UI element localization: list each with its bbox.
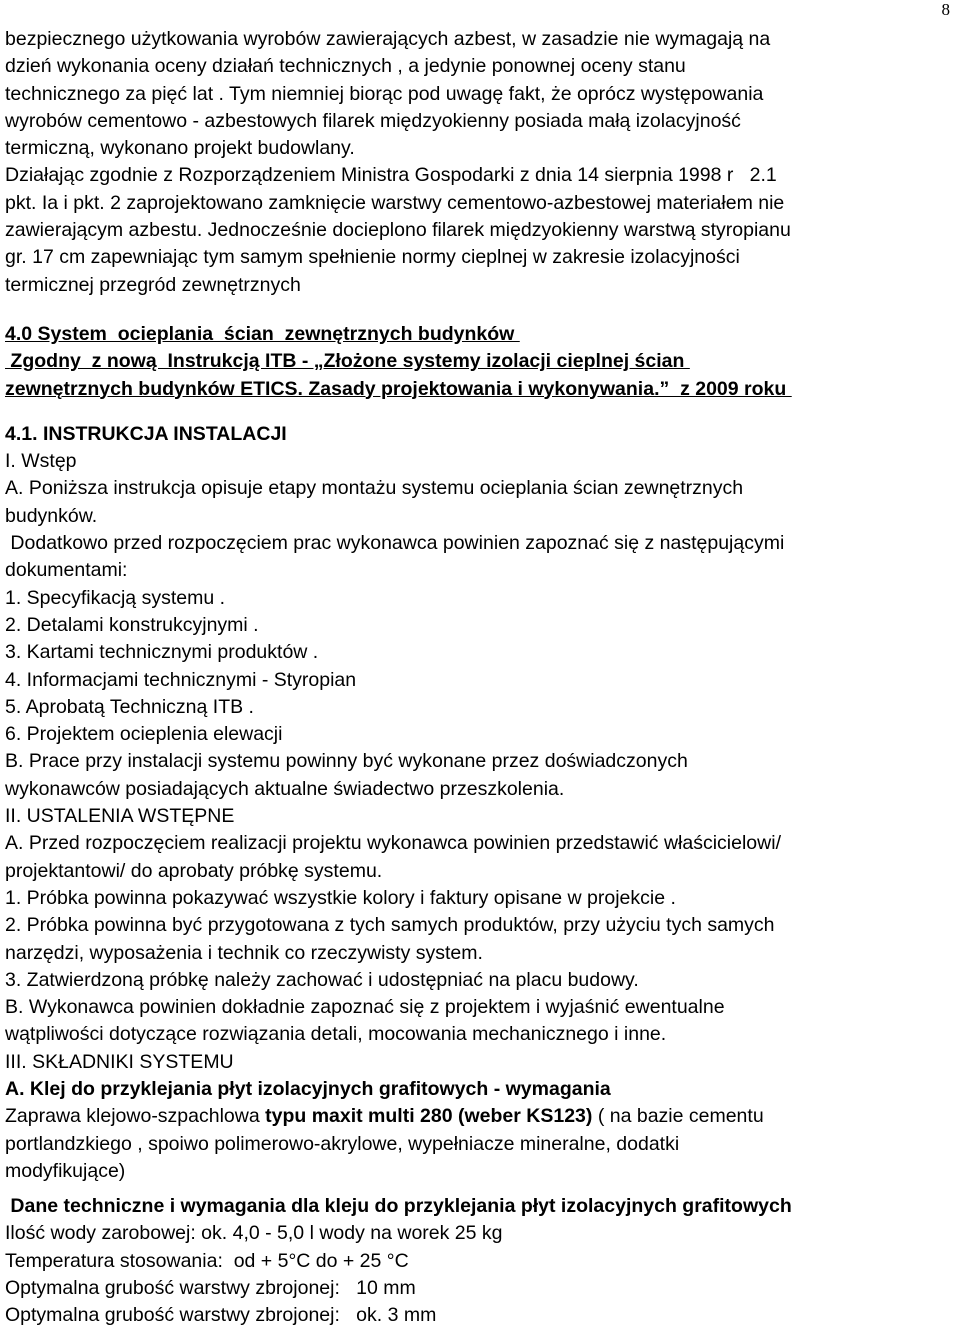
- adhesive-product-name: typu maxit multi 280 (weber KS123): [265, 1105, 593, 1128]
- list-item: 1. Specyfikacją systemu .: [5, 586, 226, 609]
- paragraph-line: termicznej przegród zewnętrznych: [5, 273, 301, 296]
- list-item: 4. Informacjami technicznymi - Styropian: [5, 668, 357, 691]
- list-item: 2. Próbka powinna być przygotowana z tych samych produktów, przy użyciu tych samych: [5, 914, 775, 937]
- paragraph-line: Dodatkowo przed rozpoczęciem prac wykonawca powinien zapoznać się z następującymi: [5, 532, 785, 555]
- adhesive-description: [5, 1103, 960, 1130]
- paragraph-line: A. Poniższa instrukcja opisuje etapy montażu systemu ocieplania ścian zewnętrznych: [5, 477, 744, 500]
- paragraph-line: budynków.: [5, 504, 98, 527]
- list-item: 1. Próbka powinna pokazywać wszystkie kolory i faktury opisane w projekcie .: [5, 886, 676, 909]
- paragraph-line: zawierającym azbestu. Jednocześnie docieplono filarek międzyokienny warstwą styropianu: [5, 219, 791, 242]
- adhesive-desc-suffix: ( na bazie cementu: [592, 1105, 764, 1128]
- spacer: [5, 403, 960, 421]
- section-heading-line: zewnętrznych budynków ETICS. Zasady projektowania i wykonywania.” z 2009 roku: [5, 377, 792, 400]
- paragraph-line: wyrobów cementowo - azbestowych filarek międzyokienny posiada małą izolacyjność: [5, 109, 741, 132]
- spacer: [5, 299, 960, 321]
- paragraph-line: wątpliwości dotyczące rozwiązania detali, mocowania mechanicznego i inne.: [5, 1023, 667, 1046]
- adhesive-heading: A. Klej do przyklejania płyt izolacyjnych grafitowych - wymagania: [5, 1077, 611, 1100]
- list-item: 5. Aprobatą Techniczną ITB .: [5, 695, 254, 718]
- list-item: 2. Detalami konstrukcyjnymi .: [5, 613, 259, 636]
- tech-data-heading: Dane techniczne i wymagania dla kleju do przyklejania płyt izolacyjnych grafitowych: [5, 1195, 792, 1218]
- paragraph-line: portlandzkiego , spoiwo polimerowo-akrylowe, wypełniacze mineralne, dodatki: [5, 1132, 680, 1155]
- paragraph-line: A. Przed rozpoczęciem realizacji projektu wykonawca powinien przedstawić właścicielowi/: [5, 832, 781, 855]
- paragraph-line: wykonawców posiadających aktualne świadectwo przeszkolenia.: [5, 777, 565, 800]
- list-item: 3. Kartami technicznymi produktów .: [5, 641, 319, 664]
- paragraph-line: dokumentami:: [5, 559, 128, 582]
- paragraph-line: III. SKŁADNIKI SYSTEMU: [5, 1050, 234, 1073]
- paragraph-line: I. Wstęp: [5, 450, 77, 473]
- tech-data-line: Optymalna grubość warstwy zbrojonej: ok. 3 mm: [5, 1304, 437, 1327]
- paragraph-line: pkt. Ia i pkt. 2 zaprojektowano zamknięcie warstwy cementowo-azbestowej materiałem nie: [5, 191, 785, 214]
- paragraph-line: projektantowi/ do aprobaty próbkę systemu.: [5, 859, 383, 882]
- paragraph-line: termiczną, wykonano projekt budowlany.: [5, 137, 355, 160]
- paragraph-line: modyfikujące): [5, 1159, 126, 1182]
- paragraph-line: bezpiecznego użytkowania wyrobów zawierających azbest, w zasadzie nie wymagają na: [5, 28, 771, 50]
- list-item: narzędzi, wyposażenia i technik co rzeczywisty system.: [5, 941, 483, 964]
- paragraph-line: II. USTALENIA WSTĘPNE: [5, 805, 235, 828]
- subheading: 4.1. INSTRUKCJA INSTALACJI: [5, 422, 287, 445]
- section-heading-line: Zgodny z nową Instrukcją ITB - „Złożone systemy izolacji cieplnej ścian: [5, 350, 690, 373]
- adhesive-desc-prefix: Zaprawa klejowo-szpachlowa: [5, 1105, 266, 1128]
- paragraph-line: dzień wykonania oceny działań technicznych , a jedynie ponownej oceny stanu: [5, 55, 686, 78]
- document-body: [5, 26, 960, 1330]
- tech-data-line: Ilość wody zarobowej: ok. 4,0 - 5,0 l wody na worek 25 kg: [5, 1222, 503, 1245]
- spacer: [5, 1185, 960, 1193]
- tech-data-line: Optymalna grubość warstwy zbrojonej: 10 mm: [5, 1277, 416, 1300]
- page-number: 8: [941, 0, 950, 19]
- paragraph-line: Działając zgodnie z Rozporządzeniem Ministra Gospodarki z dnia 14 sierpnia 1998 r 2.1: [5, 164, 777, 187]
- tech-data-line: Temperatura stosowania: od + 5°C do + 25 °C: [5, 1249, 409, 1272]
- paragraph-line: B. Wykonawca powinien dokładnie zapoznać się z projektem i wyjaśnić ewentualne: [5, 996, 725, 1019]
- list-item: 3. Zatwierdzoną próbkę należy zachować i udostępniać na placu budowy.: [5, 968, 639, 991]
- paragraph-line: gr. 17 cm zapewniając tym samym spełnienie normy cieplnej w zakresie izolacyjności: [5, 246, 740, 269]
- section-heading-line: 4.0 System ocieplania ścian zewnętrznych budynków: [5, 322, 520, 345]
- paragraph-line: technicznego za pięć lat . Tym niemniej biorąc pod uwagę fakt, że oprócz występowania: [5, 82, 764, 105]
- list-item: 6. Projektem ocieplenia elewacji: [5, 723, 283, 746]
- paragraph-line: B. Prace przy instalacji systemu powinny być wykonane przez doświadczonych: [5, 750, 688, 773]
